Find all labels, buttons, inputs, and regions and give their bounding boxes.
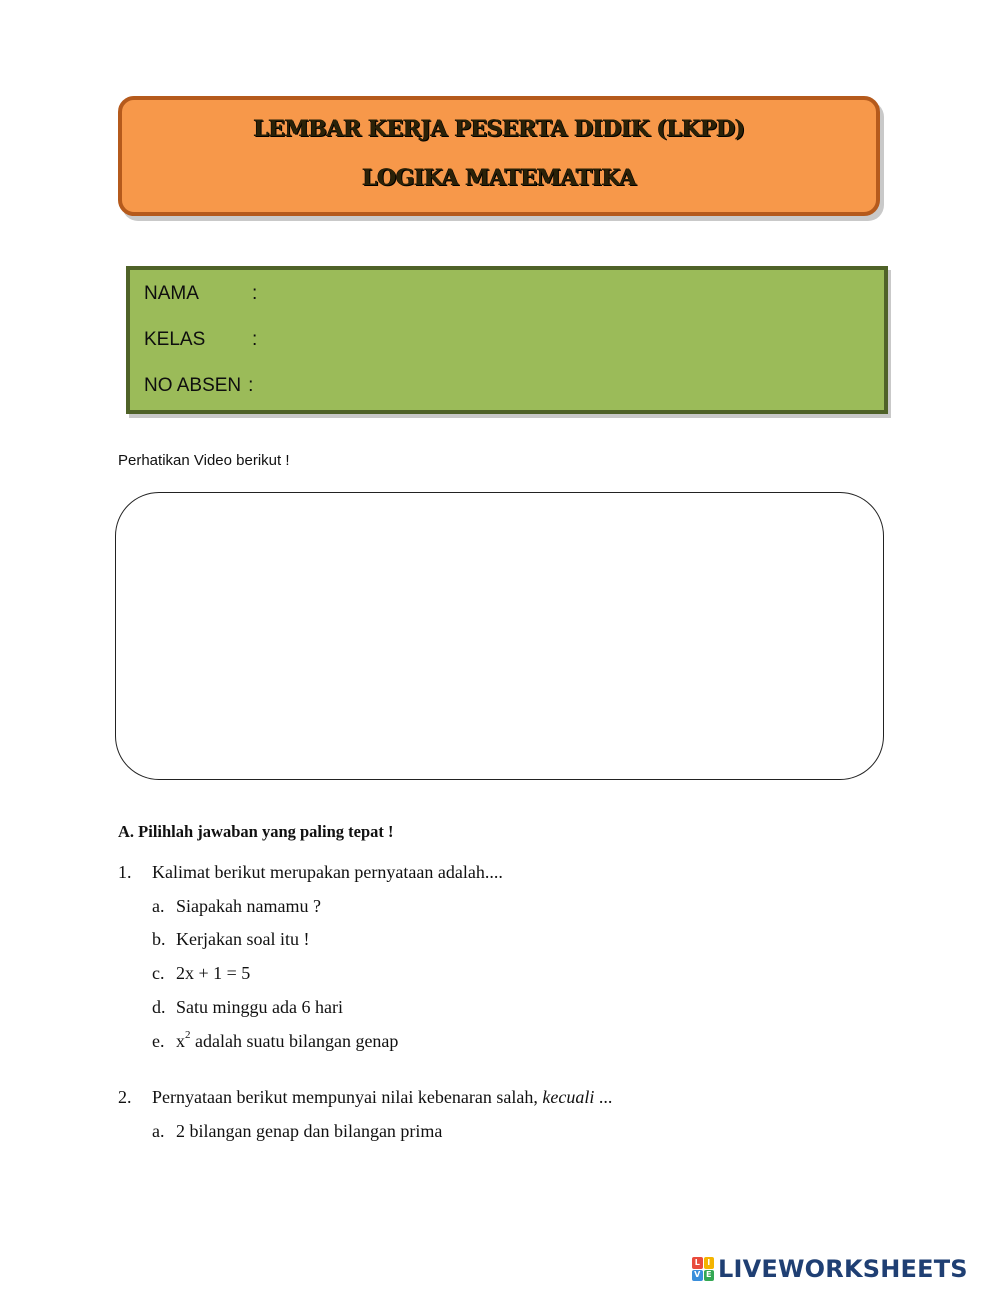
question-1-option-b[interactable] [152,929,309,950]
title-banner [118,96,880,216]
worksheet-subtitle: LOGIKA MATEMATIKA [362,165,636,191]
question-1-option-c[interactable] [152,963,250,984]
section-heading: A. Pilihlah jawaban yang paling tepat ! [118,822,394,841]
question-1-option-a[interactable] [152,896,321,917]
identity-row-nama [144,283,257,305]
logo-square-e: E [704,1270,715,1282]
question-1-option-d[interactable] [152,997,343,1018]
identity-label-kelas: KELAS [144,329,206,350]
question-2-text-italic: kecuali [542,1087,595,1107]
option-text: Siapakah namamu ? [176,896,321,916]
question-2-number: 2. [118,1087,132,1107]
logo-square-l: L [692,1257,703,1269]
liveworksheets-wordmark: LIVEWORKSHEETS [718,1255,968,1283]
identity-colon: : [248,375,254,396]
option-letter: a. [152,1121,165,1141]
option-text-base: x [176,1031,185,1051]
logo-square-i: I [704,1257,715,1269]
option-text: 2 bilangan genap dan bilangan prima [176,1121,443,1141]
question-1-option-e[interactable] [152,1031,398,1052]
identity-row-no-absen [144,375,253,397]
identity-row-kelas [144,329,257,351]
video-frame[interactable] [115,492,884,780]
option-text: Satu minggu ada 6 hari [176,997,343,1017]
identity-label-nama: NAMA [144,283,199,304]
question-2-text [152,1087,612,1108]
option-exponent: 2 [185,1029,191,1041]
question-2-option-a[interactable] [152,1121,442,1142]
identity-label-no-absen: NO ABSEN [144,375,242,396]
identity-box [126,266,888,414]
option-letter: a. [152,896,165,916]
option-text: 2x + 1 = 5 [176,963,251,983]
option-text-rest: adalah suatu bilangan genap [190,1031,399,1051]
identity-colon: : [252,283,258,304]
liveworksheets-icon [692,1257,714,1281]
option-letter: d. [152,997,166,1017]
worksheet-title: LEMBAR KERJA PESERTA DIDIK (LKPD) [253,116,745,142]
liveworksheets-logo [692,1254,968,1284]
logo-square-v: V [692,1270,703,1282]
question-1-text: Kalimat berikut merupakan pernyataan adalah.... [152,862,503,882]
option-letter: e. [152,1031,165,1051]
question-1-number: 1. [118,862,132,882]
question-2-text-end: ... [594,1087,613,1107]
option-text: Kerjakan soal itu ! [176,929,310,949]
question-2-text-main: Pernyataan berikut mempunyai nilai kebenaran salah, [152,1087,543,1107]
option-letter: b. [152,929,166,949]
option-letter: c. [152,963,165,983]
identity-colon: : [252,329,258,350]
video-instruction: Perhatikan Video berikut ! [118,452,290,469]
